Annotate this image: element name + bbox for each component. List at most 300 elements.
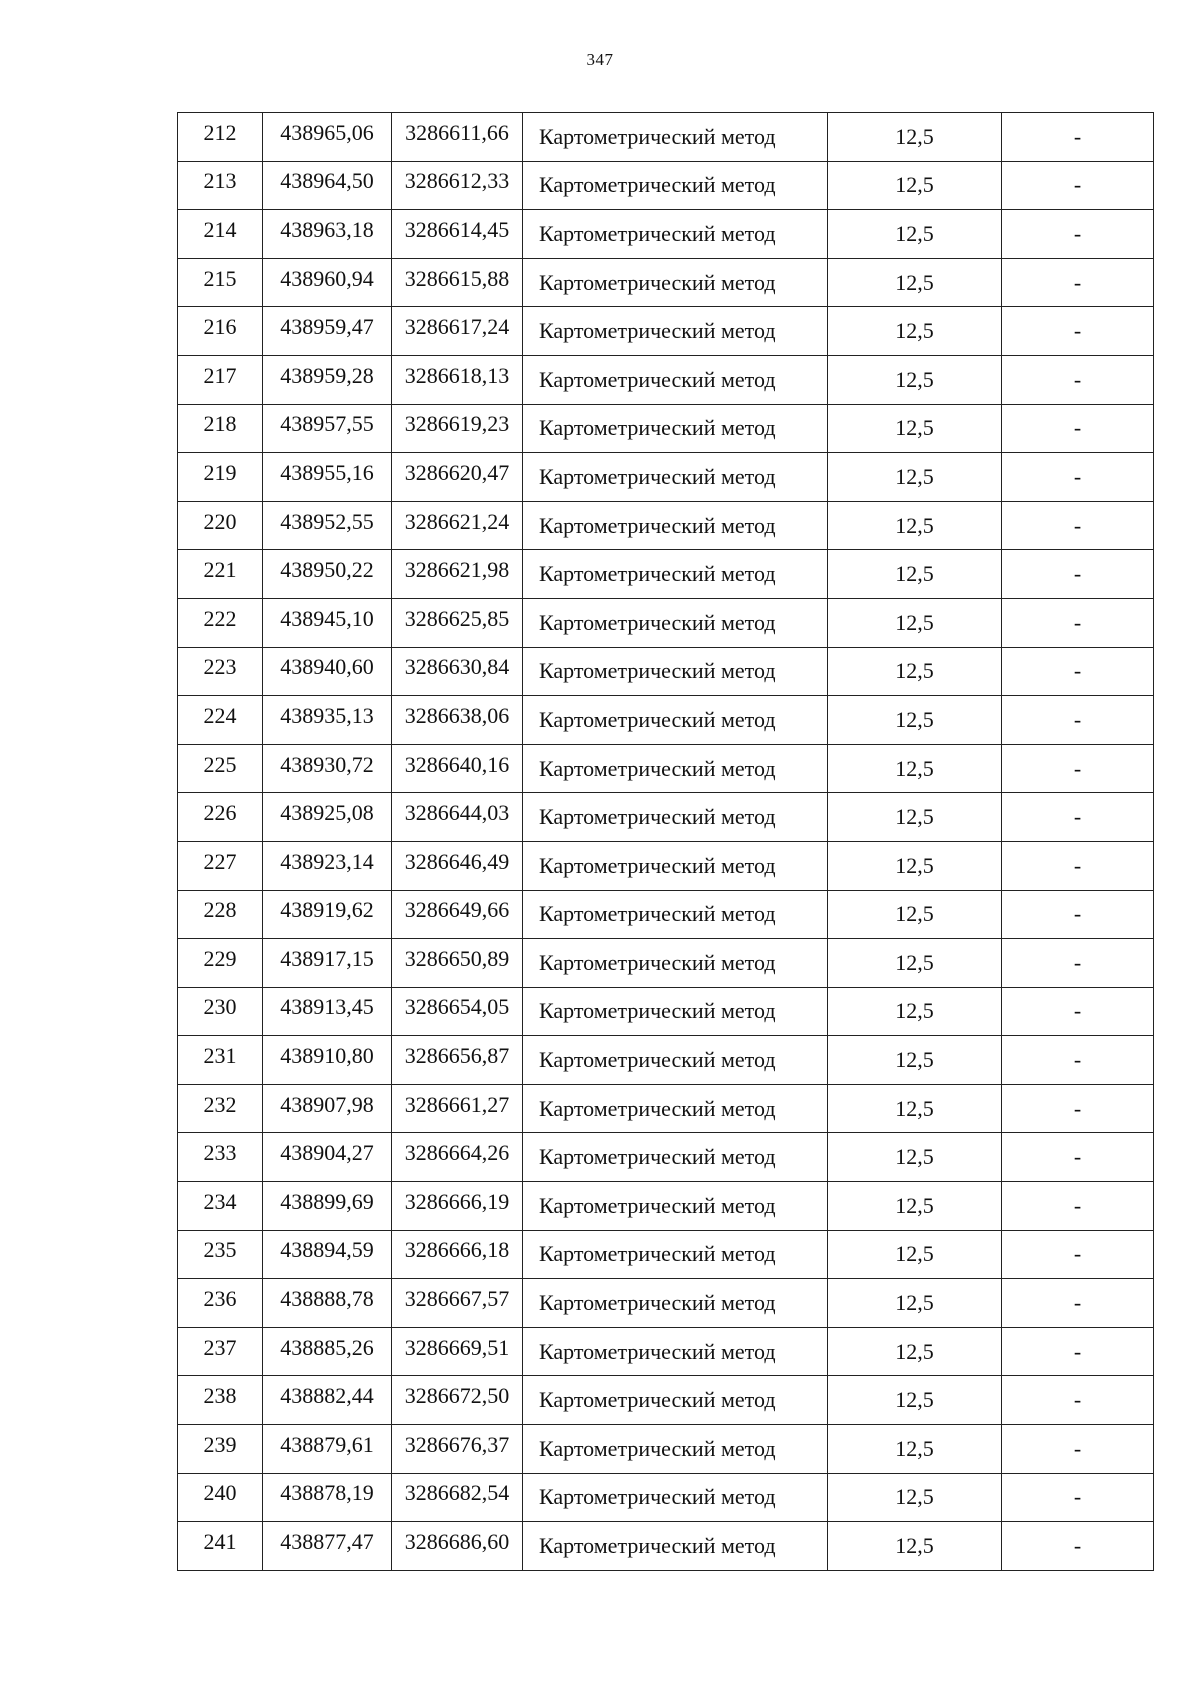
- point-number-cell: [178, 1376, 263, 1425]
- table-row: [178, 1036, 1154, 1085]
- point-number-cell: [178, 404, 263, 453]
- point-number-cell: [178, 939, 263, 988]
- method-cell: Картометрический метод: [523, 1425, 828, 1474]
- point-number-cell-text: 213: [203, 168, 237, 194]
- x-coordinate-cell: [263, 1133, 392, 1182]
- y-coordinate-cell: [392, 1133, 523, 1182]
- method-cell: Картометрический метод: [523, 161, 828, 210]
- point-number-cell: [178, 1473, 263, 1522]
- accuracy-cell: 12,5: [828, 890, 1002, 939]
- table-row: [178, 1327, 1154, 1376]
- y-coordinate-cell: [392, 1473, 523, 1522]
- table-row: [178, 1182, 1154, 1231]
- table-row: [178, 404, 1154, 453]
- y-coordinate-cell-text: 3286638,06: [404, 702, 510, 728]
- coordinates-table: [177, 112, 1154, 1571]
- x-coordinate-cell-text: 438925,08: [280, 800, 374, 826]
- point-number-cell-text: 221: [203, 557, 237, 583]
- description-cell: -: [1002, 161, 1154, 210]
- y-coordinate-cell-text: 3286682,54: [404, 1480, 510, 1506]
- y-coordinate-cell-text: 3286630,84: [404, 654, 510, 680]
- table-row: [178, 550, 1154, 599]
- point-number-cell-text: 220: [203, 508, 237, 534]
- x-coordinate-cell-text: 438940,60: [280, 654, 374, 680]
- point-number-cell-text: 226: [203, 800, 237, 826]
- table-row: [178, 1279, 1154, 1328]
- method-cell: Картометрический метод: [523, 1473, 828, 1522]
- x-coordinate-cell-text: 438879,61: [280, 1431, 374, 1457]
- x-coordinate-cell-text: 438965,06: [280, 119, 374, 145]
- table-row: [178, 161, 1154, 210]
- description-cell: -: [1002, 1425, 1154, 1474]
- y-coordinate-cell-text: 3286654,05: [404, 994, 510, 1020]
- y-coordinate-cell-text: 3286661,27: [404, 1091, 510, 1117]
- x-coordinate-cell-text: 438919,62: [280, 897, 374, 923]
- accuracy-cell: 12,5: [828, 1473, 1002, 1522]
- point-number-cell-text: 215: [203, 265, 237, 291]
- x-coordinate-cell: [263, 258, 392, 307]
- method-cell: Картометрический метод: [523, 550, 828, 599]
- table-row: [178, 501, 1154, 550]
- point-number-cell-text: 224: [203, 702, 237, 728]
- x-coordinate-cell: [263, 890, 392, 939]
- y-coordinate-cell-text: 3286644,03: [404, 800, 510, 826]
- x-coordinate-cell-text: 438959,47: [280, 314, 374, 340]
- method-cell: Картометрический метод: [523, 1327, 828, 1376]
- method-cell: Картометрический метод: [523, 1133, 828, 1182]
- x-coordinate-cell-text: 438882,44: [280, 1383, 374, 1409]
- table-row: [178, 1376, 1154, 1425]
- table-row: [178, 744, 1154, 793]
- table-row: [178, 1133, 1154, 1182]
- method-cell: Картометрический метод: [523, 793, 828, 842]
- point-number-cell: [178, 1425, 263, 1474]
- y-coordinate-cell-text: 3286621,98: [404, 557, 510, 583]
- y-coordinate-cell: [392, 113, 523, 162]
- method-cell: Картометрический метод: [523, 696, 828, 745]
- accuracy-cell: 12,5: [828, 1230, 1002, 1279]
- x-coordinate-cell: [263, 550, 392, 599]
- x-coordinate-cell-text: 438904,27: [280, 1140, 374, 1166]
- point-number-cell: [178, 598, 263, 647]
- accuracy-cell: 12,5: [828, 598, 1002, 647]
- method-cell: Картометрический метод: [523, 1279, 828, 1328]
- point-number-cell-text: 222: [203, 605, 237, 631]
- y-coordinate-cell-text: 3286669,51: [404, 1334, 510, 1360]
- y-coordinate-cell-text: 3286617,24: [404, 314, 510, 340]
- x-coordinate-cell-text: 438888,78: [280, 1286, 374, 1312]
- point-number-cell-text: 241: [203, 1529, 237, 1555]
- description-cell: -: [1002, 210, 1154, 259]
- point-number-cell: [178, 1084, 263, 1133]
- y-coordinate-cell-text: 3286618,13: [404, 362, 510, 388]
- accuracy-cell: 12,5: [828, 355, 1002, 404]
- table-row: [178, 841, 1154, 890]
- table-row: [178, 1230, 1154, 1279]
- y-coordinate-cell: [392, 793, 523, 842]
- point-number-cell-text: 214: [203, 216, 237, 242]
- description-cell: -: [1002, 453, 1154, 502]
- y-coordinate-cell: [392, 890, 523, 939]
- point-number-cell-text: 216: [203, 314, 237, 340]
- point-number-cell: [178, 890, 263, 939]
- x-coordinate-cell: [263, 939, 392, 988]
- accuracy-cell: 12,5: [828, 1327, 1002, 1376]
- y-coordinate-cell-text: 3286646,49: [404, 848, 510, 874]
- y-coordinate-cell-text: 3286656,87: [404, 1043, 510, 1069]
- y-coordinate-cell: [392, 598, 523, 647]
- description-cell: -: [1002, 890, 1154, 939]
- accuracy-cell: 12,5: [828, 744, 1002, 793]
- point-number-cell: [178, 1522, 263, 1571]
- x-coordinate-cell: [263, 1327, 392, 1376]
- method-cell: Картометрический метод: [523, 939, 828, 988]
- point-number-cell-text: 225: [203, 751, 237, 777]
- y-coordinate-cell: [392, 550, 523, 599]
- description-cell: -: [1002, 355, 1154, 404]
- point-number-cell-text: 232: [203, 1091, 237, 1117]
- point-number-cell-text: 234: [203, 1188, 237, 1214]
- x-coordinate-cell: [263, 113, 392, 162]
- x-coordinate-cell: [263, 744, 392, 793]
- point-number-cell-text: 230: [203, 994, 237, 1020]
- description-cell: -: [1002, 307, 1154, 356]
- y-coordinate-cell-text: 3286676,37: [404, 1431, 510, 1457]
- method-cell: Картометрический метод: [523, 1036, 828, 1085]
- method-cell: Картометрический метод: [523, 890, 828, 939]
- page-number: 347: [586, 50, 614, 69]
- accuracy-cell: 12,5: [828, 1522, 1002, 1571]
- point-number-cell: [178, 647, 263, 696]
- point-number-cell-text: 229: [203, 945, 237, 971]
- point-number-cell: [178, 1327, 263, 1376]
- point-number-cell-text: 217: [203, 362, 237, 388]
- x-coordinate-cell: [263, 307, 392, 356]
- point-number-cell: [178, 161, 263, 210]
- y-coordinate-cell: [392, 501, 523, 550]
- method-cell: Картометрический метод: [523, 1230, 828, 1279]
- point-number-cell-text: 228: [203, 897, 237, 923]
- point-number-cell: [178, 258, 263, 307]
- description-cell: -: [1002, 1133, 1154, 1182]
- point-number-cell: [178, 550, 263, 599]
- description-cell: -: [1002, 1522, 1154, 1571]
- x-coordinate-cell: [263, 696, 392, 745]
- method-cell: Картометрический метод: [523, 987, 828, 1036]
- method-cell: Картометрический метод: [523, 1182, 828, 1231]
- y-coordinate-cell-text: 3286612,33: [404, 168, 510, 194]
- method-cell: Картометрический метод: [523, 453, 828, 502]
- x-coordinate-cell-text: 438877,47: [280, 1529, 374, 1555]
- y-coordinate-cell-text: 3286625,85: [404, 605, 510, 631]
- y-coordinate-cell: [392, 404, 523, 453]
- x-coordinate-cell-text: 438945,10: [280, 605, 374, 631]
- accuracy-cell: 12,5: [828, 1133, 1002, 1182]
- description-cell: -: [1002, 1036, 1154, 1085]
- x-coordinate-cell-text: 438955,16: [280, 459, 374, 485]
- x-coordinate-cell: [263, 598, 392, 647]
- y-coordinate-cell-text: 3286615,88: [404, 265, 510, 291]
- table-row: [178, 647, 1154, 696]
- method-cell: Картометрический метод: [523, 404, 828, 453]
- y-coordinate-cell: [392, 841, 523, 890]
- point-number-cell: [178, 307, 263, 356]
- x-coordinate-cell: [263, 1522, 392, 1571]
- accuracy-cell: 12,5: [828, 501, 1002, 550]
- x-coordinate-cell: [263, 210, 392, 259]
- description-cell: -: [1002, 647, 1154, 696]
- point-number-cell: [178, 501, 263, 550]
- x-coordinate-cell-text: 438935,13: [280, 702, 374, 728]
- accuracy-cell: 12,5: [828, 307, 1002, 356]
- y-coordinate-cell-text: 3286672,50: [404, 1383, 510, 1409]
- description-cell: -: [1002, 1230, 1154, 1279]
- method-cell: Картометрический метод: [523, 501, 828, 550]
- x-coordinate-cell-text: 438950,22: [280, 557, 374, 583]
- y-coordinate-cell: [392, 258, 523, 307]
- point-number-cell-text: 237: [203, 1334, 237, 1360]
- point-number-cell: [178, 1182, 263, 1231]
- table-row: [178, 598, 1154, 647]
- description-cell: -: [1002, 1279, 1154, 1328]
- description-cell: -: [1002, 1376, 1154, 1425]
- y-coordinate-cell-text: 3286664,26: [404, 1140, 510, 1166]
- description-cell: -: [1002, 550, 1154, 599]
- x-coordinate-cell-text: 438952,55: [280, 508, 374, 534]
- table-row: [178, 939, 1154, 988]
- x-coordinate-cell-text: 438885,26: [280, 1334, 374, 1360]
- x-coordinate-cell-text: 438907,98: [280, 1091, 374, 1117]
- y-coordinate-cell: [392, 307, 523, 356]
- description-cell: -: [1002, 501, 1154, 550]
- point-number-cell-text: 218: [203, 411, 237, 437]
- accuracy-cell: 12,5: [828, 1279, 1002, 1328]
- y-coordinate-cell-text: 3286667,57: [404, 1286, 510, 1312]
- point-number-cell: [178, 744, 263, 793]
- point-number-cell-text: 227: [203, 848, 237, 874]
- point-number-cell: [178, 210, 263, 259]
- y-coordinate-cell-text: 3286620,47: [404, 459, 510, 485]
- table-row: [178, 793, 1154, 842]
- x-coordinate-cell-text: 438959,28: [280, 362, 374, 388]
- y-coordinate-cell-text: 3286619,23: [404, 411, 510, 437]
- description-cell: -: [1002, 696, 1154, 745]
- coordinates-table-body: [178, 113, 1154, 1571]
- accuracy-cell: 12,5: [828, 258, 1002, 307]
- accuracy-cell: 12,5: [828, 1182, 1002, 1231]
- accuracy-cell: 12,5: [828, 550, 1002, 599]
- method-cell: Картометрический метод: [523, 258, 828, 307]
- point-number-cell: [178, 1036, 263, 1085]
- table-row: [178, 1425, 1154, 1474]
- x-coordinate-cell: [263, 987, 392, 1036]
- description-cell: -: [1002, 987, 1154, 1036]
- point-number-cell: [178, 1133, 263, 1182]
- y-coordinate-cell: [392, 355, 523, 404]
- description-cell: -: [1002, 598, 1154, 647]
- accuracy-cell: 12,5: [828, 404, 1002, 453]
- y-coordinate-cell-text: 3286666,18: [404, 1237, 510, 1263]
- description-cell: -: [1002, 939, 1154, 988]
- accuracy-cell: 12,5: [828, 987, 1002, 1036]
- y-coordinate-cell: [392, 939, 523, 988]
- point-number-cell-text: 236: [203, 1286, 237, 1312]
- y-coordinate-cell: [392, 696, 523, 745]
- y-coordinate-cell: [392, 1084, 523, 1133]
- y-coordinate-cell-text: 3286650,89: [404, 945, 510, 971]
- table-row: [178, 1084, 1154, 1133]
- y-coordinate-cell: [392, 1376, 523, 1425]
- accuracy-cell: 12,5: [828, 453, 1002, 502]
- x-coordinate-cell: [263, 1182, 392, 1231]
- y-coordinate-cell: [392, 1279, 523, 1328]
- description-cell: -: [1002, 1084, 1154, 1133]
- y-coordinate-cell: [392, 1327, 523, 1376]
- accuracy-cell: 12,5: [828, 161, 1002, 210]
- y-coordinate-cell-text: 3286621,24: [404, 508, 510, 534]
- point-number-cell: [178, 1279, 263, 1328]
- point-number-cell: [178, 453, 263, 502]
- x-coordinate-cell: [263, 1036, 392, 1085]
- point-number-cell-text: 235: [203, 1237, 237, 1263]
- x-coordinate-cell: [263, 841, 392, 890]
- x-coordinate-cell-text: 438923,14: [280, 848, 374, 874]
- table-row: [178, 890, 1154, 939]
- accuracy-cell: 12,5: [828, 1425, 1002, 1474]
- table-row: [178, 1473, 1154, 1522]
- point-number-cell-text: 239: [203, 1431, 237, 1457]
- y-coordinate-cell: [392, 1036, 523, 1085]
- description-cell: -: [1002, 258, 1154, 307]
- point-number-cell-text: 212: [203, 119, 237, 145]
- accuracy-cell: 12,5: [828, 793, 1002, 842]
- x-coordinate-cell: [263, 647, 392, 696]
- x-coordinate-cell-text: 438964,50: [280, 168, 374, 194]
- method-cell: Картометрический метод: [523, 1522, 828, 1571]
- x-coordinate-cell: [263, 404, 392, 453]
- y-coordinate-cell-text: 3286666,19: [404, 1188, 510, 1214]
- description-cell: -: [1002, 1327, 1154, 1376]
- accuracy-cell: 12,5: [828, 696, 1002, 745]
- x-coordinate-cell: [263, 1230, 392, 1279]
- table-row: [178, 1522, 1154, 1571]
- point-number-cell-text: 233: [203, 1140, 237, 1166]
- x-coordinate-cell-text: 438913,45: [280, 994, 374, 1020]
- point-number-cell: [178, 841, 263, 890]
- point-number-cell: [178, 793, 263, 842]
- table-row: [178, 355, 1154, 404]
- x-coordinate-cell-text: 438878,19: [280, 1480, 374, 1506]
- description-cell: -: [1002, 1182, 1154, 1231]
- y-coordinate-cell: [392, 1230, 523, 1279]
- point-number-cell: [178, 355, 263, 404]
- method-cell: Картометрический метод: [523, 1084, 828, 1133]
- accuracy-cell: 12,5: [828, 939, 1002, 988]
- x-coordinate-cell-text: 438963,18: [280, 216, 374, 242]
- x-coordinate-cell: [263, 501, 392, 550]
- y-coordinate-cell: [392, 647, 523, 696]
- y-coordinate-cell-text: 3286640,16: [404, 751, 510, 777]
- y-coordinate-cell-text: 3286611,66: [405, 119, 509, 145]
- y-coordinate-cell: [392, 453, 523, 502]
- x-coordinate-cell: [263, 1279, 392, 1328]
- x-coordinate-cell: [263, 355, 392, 404]
- x-coordinate-cell-text: 438910,80: [280, 1043, 374, 1069]
- y-coordinate-cell: [392, 1182, 523, 1231]
- table-row: [178, 210, 1154, 259]
- description-cell: -: [1002, 744, 1154, 793]
- method-cell: Картометрический метод: [523, 1376, 828, 1425]
- point-number-cell-text: 223: [203, 654, 237, 680]
- point-number-cell: [178, 987, 263, 1036]
- y-coordinate-cell-text: 3286686,60: [404, 1529, 510, 1555]
- table-row: [178, 258, 1154, 307]
- table-row: [178, 307, 1154, 356]
- y-coordinate-cell-text: 3286649,66: [404, 897, 510, 923]
- y-coordinate-cell: [392, 987, 523, 1036]
- description-cell: -: [1002, 1473, 1154, 1522]
- point-number-cell-text: 219: [203, 459, 237, 485]
- point-number-cell-text: 231: [203, 1043, 237, 1069]
- method-cell: Картометрический метод: [523, 647, 828, 696]
- point-number-cell: [178, 113, 263, 162]
- table-row: [178, 696, 1154, 745]
- x-coordinate-cell: [263, 793, 392, 842]
- y-coordinate-cell-text: 3286614,45: [404, 216, 510, 242]
- y-coordinate-cell: [392, 1425, 523, 1474]
- method-cell: Картометрический метод: [523, 598, 828, 647]
- accuracy-cell: 12,5: [828, 841, 1002, 890]
- y-coordinate-cell: [392, 1522, 523, 1571]
- description-cell: -: [1002, 113, 1154, 162]
- y-coordinate-cell: [392, 210, 523, 259]
- x-coordinate-cell-text: 438957,55: [280, 411, 374, 437]
- accuracy-cell: 12,5: [828, 647, 1002, 696]
- accuracy-cell: 12,5: [828, 113, 1002, 162]
- description-cell: -: [1002, 793, 1154, 842]
- accuracy-cell: 12,5: [828, 210, 1002, 259]
- x-coordinate-cell-text: 438899,69: [280, 1188, 374, 1214]
- method-cell: Картометрический метод: [523, 841, 828, 890]
- method-cell: Картометрический метод: [523, 307, 828, 356]
- table-row: [178, 113, 1154, 162]
- point-number-cell-text: 240: [203, 1480, 237, 1506]
- accuracy-cell: 12,5: [828, 1036, 1002, 1085]
- x-coordinate-cell-text: 438917,15: [280, 945, 374, 971]
- accuracy-cell: 12,5: [828, 1376, 1002, 1425]
- table-row: [178, 453, 1154, 502]
- point-number-cell: [178, 696, 263, 745]
- x-coordinate-cell: [263, 161, 392, 210]
- description-cell: -: [1002, 841, 1154, 890]
- method-cell: Картометрический метод: [523, 113, 828, 162]
- x-coordinate-cell: [263, 1084, 392, 1133]
- x-coordinate-cell: [263, 1473, 392, 1522]
- method-cell: Картометрический метод: [523, 210, 828, 259]
- x-coordinate-cell: [263, 1376, 392, 1425]
- point-number-cell-text: 238: [203, 1383, 237, 1409]
- description-cell: -: [1002, 404, 1154, 453]
- table-row: [178, 987, 1154, 1036]
- x-coordinate-cell-text: 438960,94: [280, 265, 374, 291]
- x-coordinate-cell: [263, 1425, 392, 1474]
- x-coordinate-cell: [263, 453, 392, 502]
- accuracy-cell: 12,5: [828, 1084, 1002, 1133]
- x-coordinate-cell-text: 438930,72: [280, 751, 374, 777]
- method-cell: Картометрический метод: [523, 744, 828, 793]
- y-coordinate-cell: [392, 744, 523, 793]
- x-coordinate-cell-text: 438894,59: [280, 1237, 374, 1263]
